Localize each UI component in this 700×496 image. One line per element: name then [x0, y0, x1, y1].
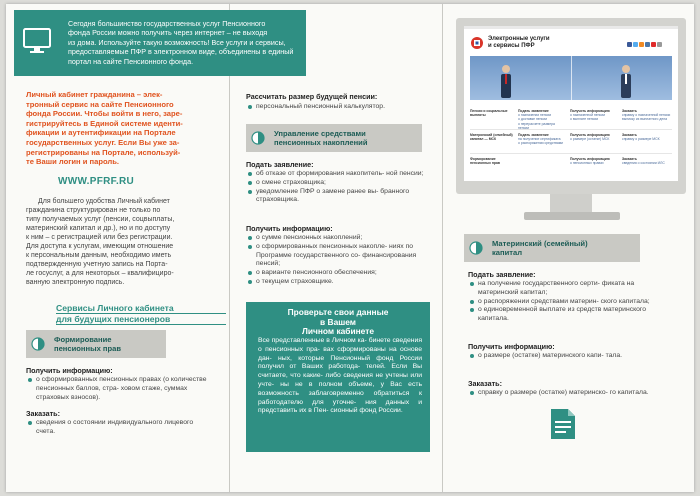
list-item: о текущем страховщике. [248, 278, 436, 287]
text-line: те Ваши логин и пароль. [26, 157, 120, 167]
title-line: Проверьте свои данные [287, 307, 389, 317]
table-row [470, 130, 672, 154]
half-circle-icon [31, 337, 45, 351]
site-url: WWW.PFRF.RU [58, 176, 135, 187]
social-icon[interactable] [645, 42, 650, 47]
monitor-icon [22, 26, 52, 56]
monitor-stand [550, 194, 592, 214]
future-info-list [28, 376, 222, 402]
table-cell[interactable] [570, 109, 618, 122]
table-cell[interactable] [622, 133, 672, 141]
person-icon [500, 64, 512, 98]
text-line: регистрированы на Портале, используй- [26, 147, 181, 157]
text-line: подтвержденную учетную запись на Порта- [26, 261, 168, 268]
social-icon[interactable] [651, 42, 656, 47]
text-line: гистрируйтесь в Единой системе иденти- [26, 118, 183, 128]
cell-heading: Получить информацию [570, 157, 610, 161]
future-services-title [56, 303, 226, 325]
cell-link[interactable]: о выплате пенсии [570, 117, 599, 122]
cell-link[interactable]: о пенсионных правах [570, 161, 604, 166]
list-item: о сумме пенсионных накоплений; [248, 234, 436, 243]
screen-title [488, 36, 568, 50]
maternal-info-list [470, 352, 666, 361]
apply-label: Подать заявление: [468, 270, 536, 279]
cell-heading: Получить информацию [570, 109, 610, 113]
info-label: Получить информацию: [246, 224, 333, 233]
text-line: Личный кабинет гражданина – элек- [26, 90, 163, 99]
order-label: Заказать: [26, 409, 60, 418]
section-tag-pension-rights [26, 330, 166, 358]
text-line: ле госуслуг, а для некоторых – квалифициро- [26, 270, 174, 277]
title-line: Сервисы Личного кабинета [56, 303, 226, 314]
title-line: и сервисы ПФР [488, 43, 535, 49]
check-body: Все представленные в Личном ка- бинете сведения о пенсионных пра- вах сформированы на основе дан- ных, которые Пенсионный фонд России получил от Ваших работода- телей. Если Вы считаете, что какие- либо сведения не учтены или учте- ны не в полном объеме, у Вас есть возможность заблаговременно обратиться к работодателю для уточне- ния данных и представить их в Пен- сионный фонд России. [258, 337, 422, 415]
table-cell[interactable] [570, 133, 618, 141]
text-line: Для большего удобства Личный кабинет [38, 198, 170, 205]
text-line: типу получаемых услуг (пенсии, соцвыплаты, [26, 216, 175, 223]
cell-link[interactable]: о размере (остатке) МСК [570, 137, 610, 142]
table-cell[interactable] [518, 133, 566, 146]
table-cell: Материнский (семейный) капитал — МСК [470, 133, 513, 142]
tag-line: пенсионных накоплений [274, 138, 368, 147]
text-line: Для доступа к услугам, имеющим отношение [26, 243, 174, 250]
text-line: предоставляемые ПФР в электронном виде, объединены в единый [68, 47, 294, 57]
text-line: тронный сервис на сайте Пенсионного [26, 99, 174, 109]
text-line: из дома. Используйте такую возможность! Все услуги и сервисы, [68, 37, 286, 47]
tag-line: пенсионных прав [54, 344, 122, 353]
brochure-sheet [6, 4, 694, 492]
half-circle-icon [251, 131, 265, 145]
list-item: о распоряжении средствами материн- ского капитала; [470, 298, 666, 307]
cell-heading: Получить информацию [570, 133, 610, 137]
cell-heading: Подать заявление [518, 109, 549, 113]
tag-line: Материнский (семейный) [492, 239, 588, 248]
cell-heading: Заказать [622, 109, 637, 113]
future-order-list [28, 419, 198, 437]
monitor-base [524, 212, 620, 220]
text-line: фонда России. Чтобы войти в него, заре- [26, 109, 183, 119]
tag-label [274, 129, 368, 147]
list-item: уведомление ПФР о замене ранее вы- бранного страховщика. [248, 188, 436, 206]
tag-line: капитал [492, 248, 523, 257]
lk-structure-text [26, 197, 222, 287]
title-line: в Вашем [320, 316, 356, 327]
social-icon[interactable] [627, 42, 632, 47]
list-item: о размере (остатке) материнского капи- тала. [470, 352, 666, 361]
maternal-order-list [470, 389, 666, 398]
social-icon[interactable] [657, 42, 662, 47]
document-icon [549, 408, 577, 440]
section-tag-savings [246, 124, 422, 152]
text-line: фикации и аутентификации на Портале [26, 128, 176, 138]
calc-label: Рассчитать размер будущей пенсии: [246, 92, 378, 101]
savings-info-list [248, 234, 436, 287]
calc-list [248, 103, 438, 112]
text-line: к персональным данным, необходимо иметь [26, 252, 172, 259]
tag-line: Управление средствами [274, 129, 366, 138]
cell-link[interactable]: выписку из выплатного дела [622, 117, 667, 122]
info-label: Получить информацию: [468, 342, 555, 351]
lk-description [26, 90, 222, 167]
list-item: на получение государственного серти- фиката на материнский капитал; [470, 280, 666, 298]
cell-link[interactable]: сведения о состоянии ИЛС [622, 161, 665, 166]
table-cell: Формирование пенсионных прав [470, 157, 500, 166]
fold-line [442, 4, 443, 492]
pfr-portal-screen [464, 26, 678, 181]
order-label: Заказать: [468, 379, 502, 388]
monitor-illustration [456, 18, 686, 194]
list-item: справку о размере (остатке) материнско- го капитала. [470, 389, 666, 398]
screen-hero-banner [470, 56, 672, 100]
table-row [470, 106, 672, 130]
title-line: Личном кабинете [301, 326, 374, 337]
tag-label [492, 239, 588, 257]
title-line: для будущих пенсионеров [56, 314, 226, 325]
cell-link[interactable]: о распоряжении средствами [518, 141, 563, 146]
tag-line: Формирование [54, 335, 112, 344]
panel-right [444, 4, 694, 492]
half-circle-icon [469, 241, 483, 255]
screen-services-table [470, 106, 672, 178]
cell-link[interactable]: справку о размере МСК [622, 137, 660, 142]
text-line: государственных услуг. Если Вы уже за- [26, 137, 180, 147]
text-line: ванную электронную подпись. [26, 279, 125, 286]
text-line: фонда России можно получить через интернет – не выходя [68, 28, 268, 38]
pfr-logo-icon [470, 36, 484, 50]
cell-link[interactable]: о назначенной пенсии [570, 113, 605, 118]
cell-heading: Подать заявление [518, 133, 549, 137]
maternal-apply-list [470, 280, 666, 324]
list-item: о сформированных пенсионных правах (о количестве пенсионных баллов, стра- ховом стаже, суммах страховых взносов). [28, 376, 222, 402]
title-line: Электронные услуги [488, 36, 550, 42]
table-cell[interactable] [622, 157, 672, 165]
savings-apply-list [248, 170, 436, 205]
text-line: к ним – с регистрацией или без регистрации. [26, 234, 173, 241]
cell-heading: Заказать [622, 157, 637, 161]
cell-link[interactable]: о перерасчете размера пенсии [518, 121, 555, 130]
table-cell[interactable] [622, 109, 672, 122]
cell-link[interactable]: о доставке пенсии [518, 117, 548, 122]
table-cell[interactable] [570, 157, 618, 165]
cell-link[interactable]: на получение сертификата [518, 137, 561, 142]
text-line: Сегодня большинство государственных услуг Пенсионного [68, 19, 266, 28]
table-cell[interactable] [518, 109, 566, 130]
list-item: сведения о состоянии индивидуального лицевого счета. [28, 419, 198, 437]
social-icon[interactable] [633, 42, 638, 47]
social-icon[interactable] [639, 42, 644, 47]
social-icons [626, 34, 672, 39]
text-line: гражданина структурирован не только по [26, 207, 161, 214]
list-item: о сформированных пенсионных накопле- ниях по Программе государственного со- финансирования пенсий; [248, 243, 436, 269]
hero-divider [571, 56, 572, 100]
list-item: о смене страховщика; [248, 179, 436, 188]
list-item: о варианте пенсионного обеспечения; [248, 269, 436, 278]
text-line: материнский капитал и др.), но и по доступу [26, 225, 171, 232]
text-line: портал на сайте Пенсионного фонда. [68, 56, 194, 66]
cell-link[interactable]: справку о назначенной пенсии [622, 113, 671, 118]
cell-link[interactable]: о назначении пенсии [518, 113, 552, 118]
table-cell: Пенсии и социальные выплаты [470, 109, 508, 118]
person-icon [620, 64, 632, 98]
table-row [470, 154, 672, 178]
section-tag-maternal-capital [464, 234, 640, 262]
list-item: о единовременной выплате из средств материнского капитала. [470, 306, 666, 324]
cell-heading: Заказать [622, 133, 637, 137]
info-label: Получить информацию: [26, 366, 113, 375]
panel-left [6, 4, 228, 492]
fold-line [229, 4, 230, 492]
check-data-box [246, 302, 430, 452]
panel-middle [232, 4, 440, 492]
tag-label [54, 335, 121, 353]
screen-topbar [464, 26, 678, 29]
list-item: об отказе от формирования накопитель- ной пенсии; [248, 170, 436, 179]
apply-label: Подать заявление: [246, 160, 314, 169]
list-item: персональный пенсионный калькулятор. [248, 103, 438, 112]
check-title [252, 308, 424, 337]
